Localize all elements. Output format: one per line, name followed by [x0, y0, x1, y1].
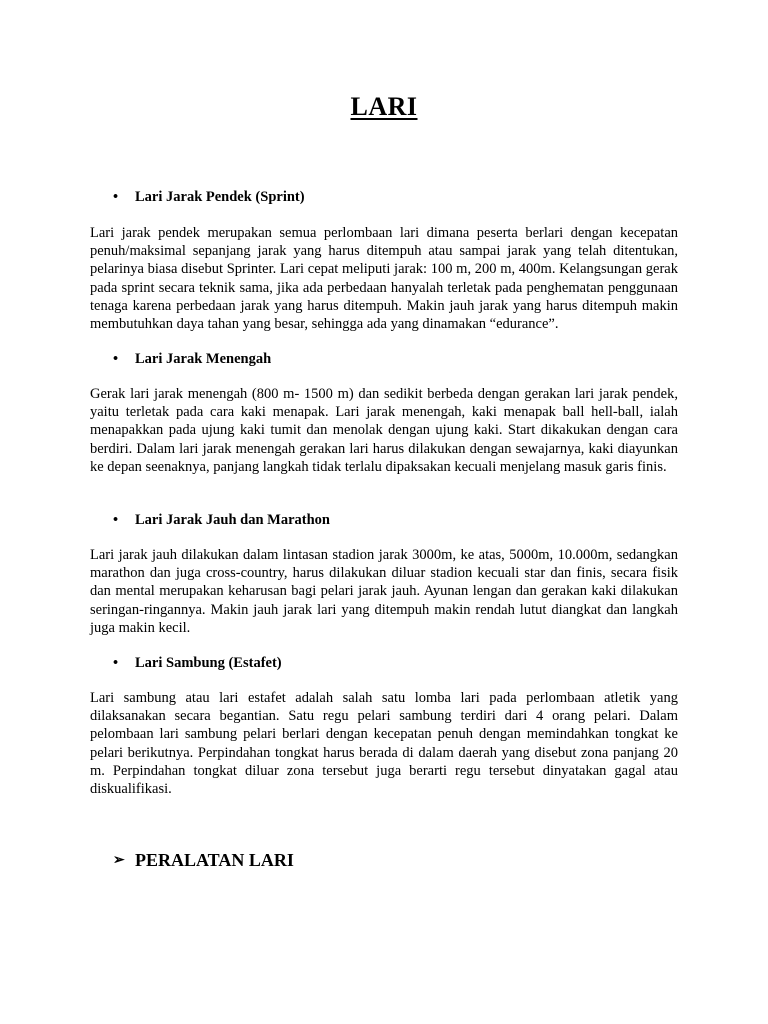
section-heading-label: Lari Jarak Menengah — [135, 351, 272, 367]
section-heading-estafet — [113, 655, 282, 672]
bullet-icon: • — [113, 655, 119, 671]
bullet-icon: • — [113, 189, 119, 205]
section-paragraph-menengah: Gerak lari jarak menengah (800 m- 1500 m) dan sedikit berbeda dengan gerakan lari jarak pendek, yaitu terletak pada cara kaki menapak. Lari jarak menengah, kaki menapak ball hell-ball, ialah menapakkan pada ujung kaki tumit dan menolak dengan ujung kaki. Start dikakukan dengan cara berdiri. Dalam lari jarak menengah gerakan lari harus dilakukan dengan sewajarnya, kaki diayunkan ke depan seenaknya, panjang langkah tidak terlalu dipaksakan kecuali menjelang masuk garis finis. — [90, 386, 678, 475]
page-title: LARI — [350, 92, 418, 121]
section-heading-label: Lari Jarak Pendek (Sprint) — [135, 189, 305, 205]
section-heading-jauh — [113, 512, 330, 529]
section-heading-label: Lari Sambung (Estafet) — [135, 655, 282, 671]
bullet-icon: • — [113, 351, 119, 367]
section-paragraph-sprint: Lari jarak pendek merupakan semua perlombaan lari dimana peserta berlari dengan kecepatan penuh/maksimal sepanjang jarak yang harus ditempuh atau sampai jarak yang telah ditentukan, pelarinya biasa disebut Sprinter. Lari cepat meliputi jarak: 100 m, 200 m, 400m. Kelangsungan gerak pada sprint secara teknik sama, jika ada perbedaan hanyalah terletak pada penghematan penggunaan tenaga karena perbedaan jarak yang harus ditempuh. Makin jauh jarak yang harus ditempuh makin membutuhkan daya tahan yang besar, sehingga ada yang dinamakan “edurance”. — [90, 225, 678, 333]
peralatan-heading — [113, 850, 294, 871]
bullet-icon: • — [113, 512, 119, 528]
peralatan-heading-label: PERALATAN LARI — [135, 850, 294, 870]
arrow-bullet-icon: ➢ — [113, 853, 125, 868]
section-heading-menengah — [113, 351, 271, 368]
section-paragraph-jauh: Lari jarak jauh dilakukan dalam lintasan stadion jarak 3000m, ke atas, 5000m, 10.000m, sedangkan marathon dan juga cross-country, harus dilakukan diluar stadion kecuali star dan finis, secara fisik dan mental merupakan keharusan bagi pelari jarak jauh. Ayunan lengan dan gerakan kaki dilakukan seringan-ringannya. Makin jauh jarak lari yang ditempuh makin rendah lutut diangkat dan langkah juga makin kecil. — [90, 547, 678, 636]
section-paragraph-estafet: Lari sambung atau lari estafet adalah salah satu lomba lari pada perlombaan atletik yang dilaksanakan secara begantian. Satu regu pelari sambung terdiri dari 4 orang pelari. Dalam pelombaan lari sambung pelari berlari dengan kecepatan penuh dengan memindahkan tongkat ke pelari berikutnya. Perpindahan tongkat harus berada di dalam daerah yang disebut zona panjang 20 m. Perpindahan tongkat diluar zona tersebut juga berarti regu tersebut dinyatakan gagal atau diskualifikasi. — [90, 690, 678, 798]
section-heading-label: Lari Jarak Jauh dan Marathon — [135, 512, 330, 528]
section-heading-sprint — [113, 189, 305, 206]
